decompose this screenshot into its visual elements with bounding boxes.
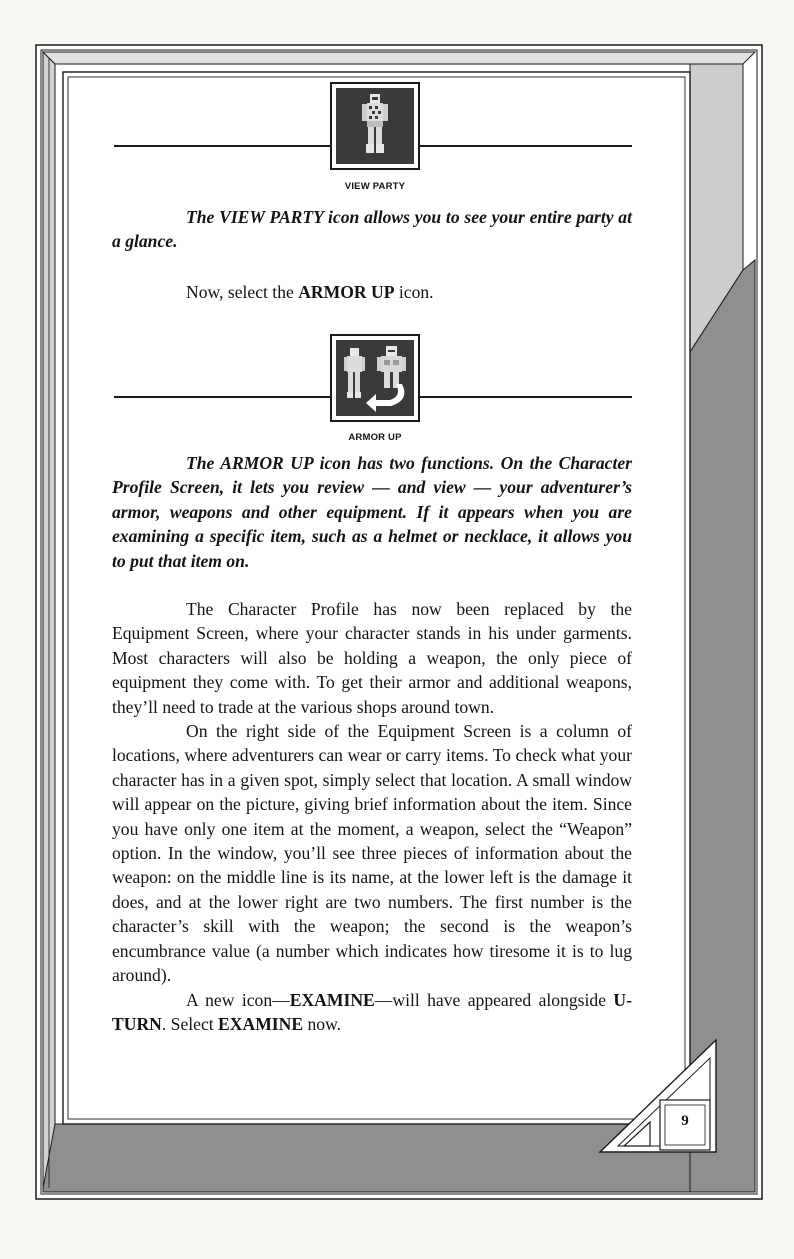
view-party-description: The VIEW PARTY icon allows you to see your entire party at a glance. xyxy=(112,207,632,252)
armor-up-rule-right xyxy=(420,396,632,398)
top-band xyxy=(43,52,755,64)
select-prefix: Now, select the xyxy=(186,282,294,302)
right-band-lower xyxy=(690,260,755,1192)
page-number: 9 xyxy=(681,1113,689,1129)
armor-up-rule-left xyxy=(114,396,330,398)
equipment-screen-paragraph: The Character Profile has now been replaced by the Equipment Screen, where your character stands in his under garments. Most characters will also be holding a weapon, the only piece of equipment they come with. To get their armor and additional weapons, they’ll need to trade at the various shops around town. xyxy=(112,599,632,717)
view-party-rule-left xyxy=(114,145,330,147)
armor-up-description: The ARMOR UP icon has two functions. On the Character Profile Screen, it lets you review — and view — your adventurer’s armor, weapons and other equipment. If it appears when you are examining a specific item, such as a helmet or necklace, it allows you to put that item on. xyxy=(112,453,632,571)
armor-up-icon-box xyxy=(330,334,420,422)
view-party-caption: VIEW PARTY xyxy=(344,181,406,192)
view-party-icon-box xyxy=(330,82,420,170)
view-party-rule-right xyxy=(420,145,632,147)
examine-g: now. xyxy=(303,1013,342,1034)
examine-d: U-TURN xyxy=(112,989,632,1034)
knight-figure-icon xyxy=(336,88,414,164)
select-suffix: icon. xyxy=(394,282,434,302)
examine-b: EXAMINE xyxy=(289,989,375,1010)
examine-paragraph xyxy=(112,988,632,1037)
select-bold: ARMOR UP xyxy=(298,282,395,302)
examine-c: —will have appeared alongside xyxy=(374,989,614,1010)
select-armor-up-line xyxy=(112,280,632,304)
examine-a: A new icon— xyxy=(186,989,290,1010)
locations-paragraph: On the right side of the Equipment Screen is a column of locations, where adventurers can wear or carry items. To check what your character has in a given spot, simply select that location. A small window will appear on the picture, giving brief information about the item. Since you have only one item at the moment, a weapon, select the “Weapon” option. In the window, you’ll see three pieces of information about the weapon: on the middle line is its name, at the lower left is the damage it does, and at the lower right are two numbers. The first number is the character’s skill with the weapon; the second is the weapon’s encumbrance value (a number which indicates how tiresome it is to lug around). xyxy=(112,721,632,986)
examine-e: . Select xyxy=(161,1013,219,1034)
examine-f: EXAMINE xyxy=(218,1013,304,1034)
bottom-band xyxy=(43,1124,690,1192)
armor-up-caption: ARMOR UP xyxy=(348,432,402,443)
armor-swap-icon xyxy=(336,340,414,416)
